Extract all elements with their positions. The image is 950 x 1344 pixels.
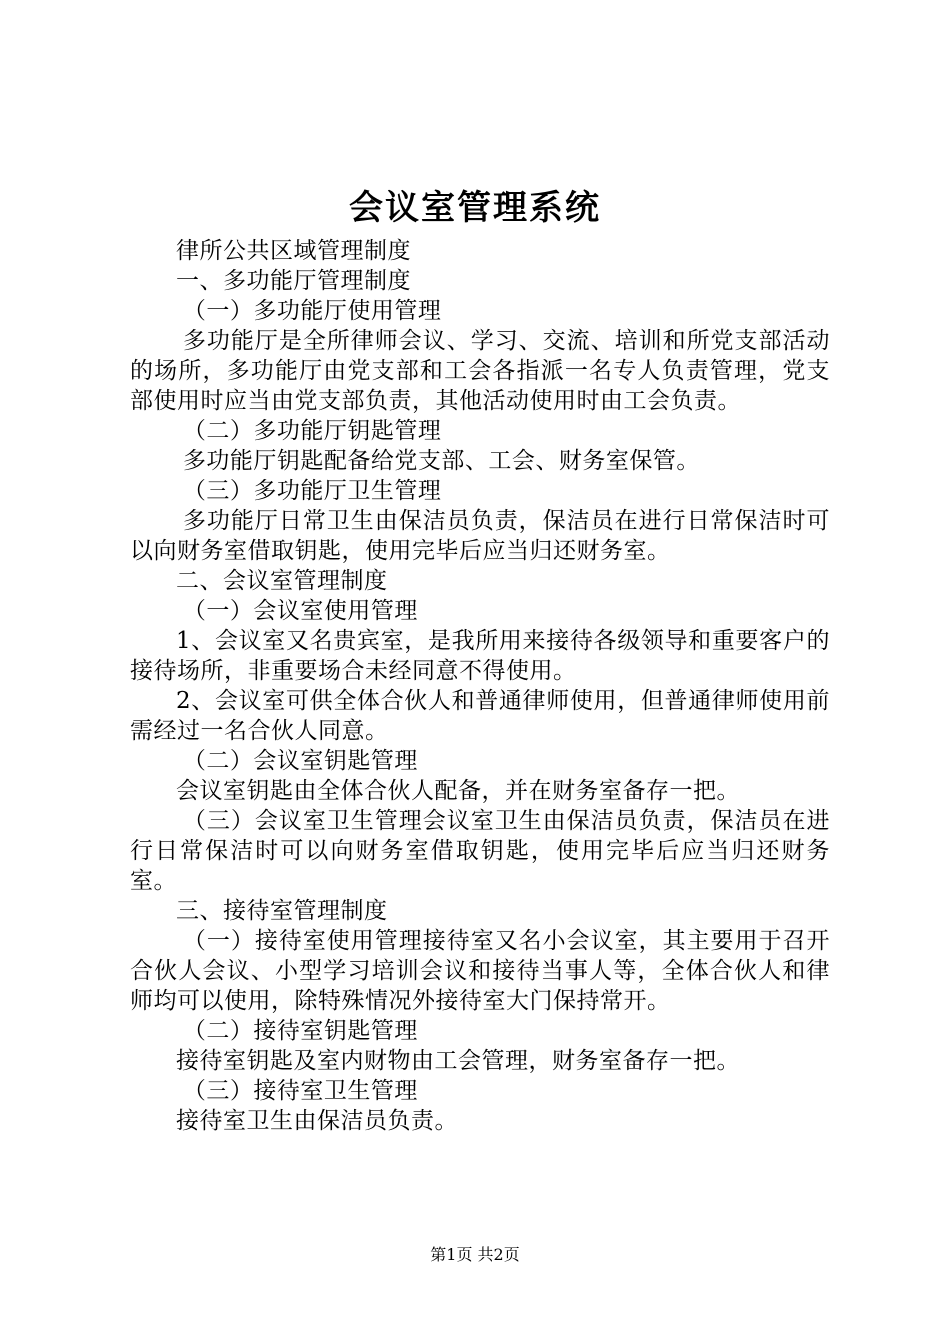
paragraph: （三）会议室卫生管理会议室卫生由保洁员负责，保洁员在进行日常保洁时可以向财务室借取钥匙，使用完毕后应当归还财务室。: [130, 808, 830, 894]
subsection-heading: （三）多功能厅卫生管理: [182, 478, 442, 504]
paragraph: 多功能厅日常卫生由保洁员负责，保洁员在进行日常保洁时可以向财务室借取钥匙，使用完毕后应当归还财务室。: [130, 508, 830, 564]
subsection-heading: （一）会议室使用管理: [182, 598, 418, 624]
paragraph: （一）接待室使用管理接待室又名小会议室，其主要用于召开合伙人会议、小型学习培训会议和接待当事人等，全体合伙人和律师均可以使用，除特殊情况外接待室大门保持常开。: [130, 928, 830, 1014]
paragraph: 1、会议室又名贵宾室，是我所用来接待各级领导和重要客户的接待场所，非重要场合未经同意不得使用。: [130, 628, 830, 684]
section-heading: 一、多功能厅管理制度: [176, 268, 411, 294]
subsection-heading: （一）多功能厅使用管理: [182, 298, 442, 324]
paragraph: 接待室卫生由保洁员负责。: [176, 1108, 458, 1134]
subsection-heading: （三）接待室卫生管理: [182, 1078, 418, 1104]
document-body: [130, 236, 830, 1136]
paragraph: 2、会议室可供全体合伙人和普通律师使用，但普通律师使用前需经过一名合伙人同意。: [130, 688, 830, 744]
paragraph: 会议室钥匙由全体合伙人配备，并在财务室备存一把。: [176, 778, 740, 804]
paragraph: 多功能厅是全所律师会议、学习、交流、培训和所党支部活动的场所，多功能厅由党支部和工会各指派一名专人负责管理，党支部使用时应当由党支部负责，其他活动使用时由工会负责。: [130, 328, 830, 414]
paragraph: 多功能厅钥匙配备给党支部、工会、财务室保管。: [182, 448, 700, 474]
paragraph: 律所公共区域管理制度: [176, 238, 411, 264]
page-number-footer: 第1页 共2页: [430, 1245, 520, 1264]
subsection-heading: （二）接待室钥匙管理: [182, 1018, 418, 1044]
document-title: 会议室管理系统: [349, 188, 601, 228]
subsection-heading: （二）多功能厅钥匙管理: [182, 418, 442, 444]
section-heading: 二、会议室管理制度: [176, 568, 388, 594]
section-heading: 三、接待室管理制度: [176, 898, 388, 924]
paragraph: 接待室钥匙及室内财物由工会管理，财务室备存一把。: [176, 1048, 740, 1074]
subsection-heading: （二）会议室钥匙管理: [182, 748, 418, 774]
